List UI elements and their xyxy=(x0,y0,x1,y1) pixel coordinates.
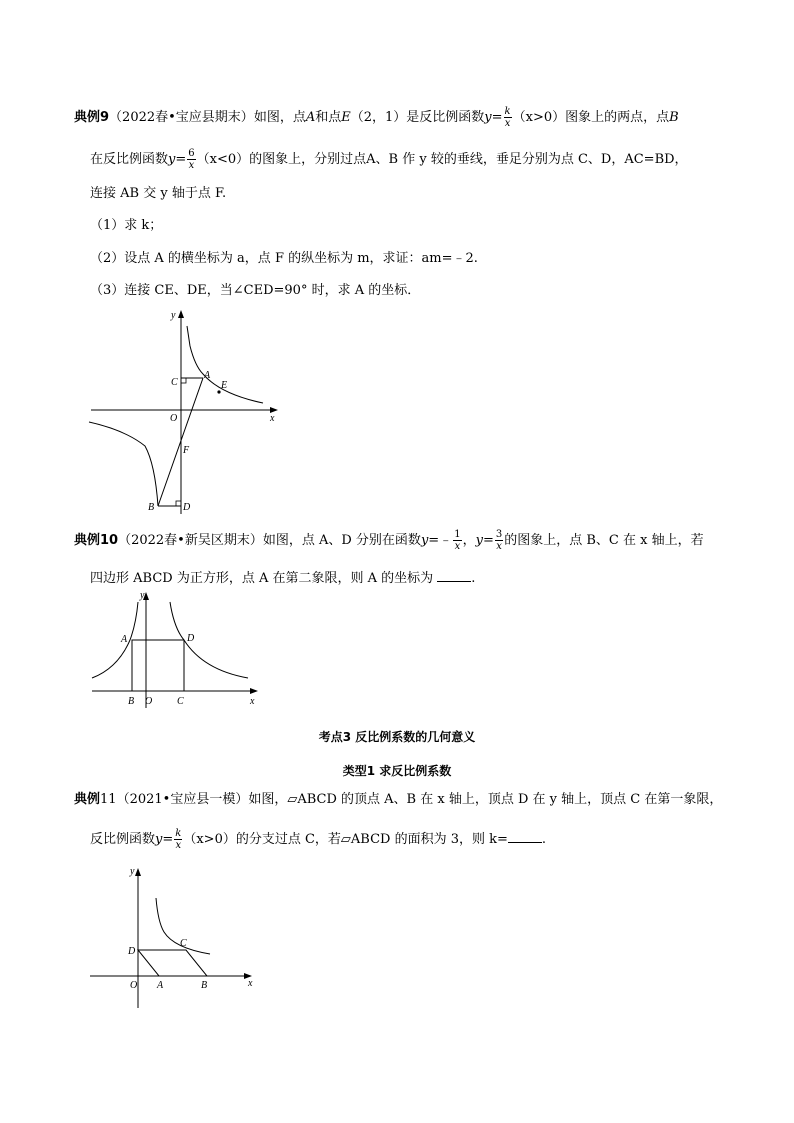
point-b-label: B xyxy=(148,502,155,513)
y-axis-label: y xyxy=(130,866,135,877)
point-d-label: D xyxy=(187,633,195,644)
example-11-figure xyxy=(86,862,266,1012)
example-11-line-1: 典例11（2021•宝应县一模）如图，▱ABCD 的顶点 A、B 在 x 轴上，顶点 D 在 y 轴上，顶点 C 在第一象限， xyxy=(74,792,723,807)
x-axis-label: x xyxy=(248,978,253,989)
example-10-figure xyxy=(88,588,268,712)
example-9-question-2: （2）设点 A 的横坐标为 a，点 F 的纵坐标为 m，求证：am=﹣2. xyxy=(90,251,478,266)
example-10-line-2: 四边形 ABCD 为正方形，点 A 在第二象限，则 A 的坐标为 . xyxy=(90,571,476,586)
example-9-line-2: 在反比例函数y= $\frac{6}{x}$ （x<0）的图象上，分别过点A、B 作 y 较的垂线，垂足分别为点 C、D，AC=BD， xyxy=(90,148,688,171)
example-10-label: 典例10 xyxy=(74,533,119,548)
origin-label: O xyxy=(170,413,178,424)
example-9-line-1: 典例9（2022春•宝应县期末）如图，点A和点E（2，1）是反比例函数y= $\frac{k}{x}$ （x>0）图象上的两点，点B xyxy=(74,106,679,129)
point-d-label: D xyxy=(183,502,191,513)
point-e-label: E xyxy=(221,380,228,391)
point-a-label: A xyxy=(204,370,211,381)
fraction-3-over-x: $\frac{3}{x}$ xyxy=(495,529,503,552)
answer-blank[interactable] xyxy=(508,830,542,843)
example-11-line-2: 反比例函数y= $\frac{k}{x}$ （x>0）的分支过点 C，若▱ABCD 的面积为 3，则 k= . xyxy=(90,828,547,851)
fraction-k-over-x: $\frac{k}{x}$ xyxy=(175,828,182,851)
x-axis-label: x xyxy=(250,696,255,707)
point-c-label: C xyxy=(180,938,187,949)
example-9-line-3: 连接 AB 交 y 轴于点 F. xyxy=(90,186,227,201)
point-c-label: C xyxy=(171,377,178,388)
example-9-label: 典例9 xyxy=(74,110,110,125)
example-10-line-1: 典例10（2022春•新吴区期末）如图，点 A、D 分别在函数y=﹣ $\frac{1}{x}$ ，y= $\frac{3}{x}$ 的图象上，点 B、C 在 x 轴上，若 xyxy=(74,529,704,552)
point-b-label: B xyxy=(201,980,208,991)
example-9-question-3: （3）连接 CE、DE，当∠CED=90° 时，求 A 的坐标． xyxy=(90,283,421,298)
point-b-label: B xyxy=(128,696,135,707)
y-axis-label: y xyxy=(171,310,176,321)
section-heading-kaodian: 考点3 反比例系数的几何意义 xyxy=(318,730,476,744)
x-axis-label: x xyxy=(270,413,275,424)
point-f-label: F xyxy=(183,445,190,456)
example-9-figure xyxy=(85,306,285,518)
point-a-label: A xyxy=(157,980,164,991)
fraction-k-over-x: $\frac{k}{x}$ xyxy=(504,106,511,129)
fraction-1-over-x: $\frac{1}{x}$ xyxy=(454,529,461,552)
example-9-source: （2022春•宝应县期末） xyxy=(109,110,254,125)
point-d-label: D xyxy=(128,946,136,957)
fraction-6-over-x: $\frac{6}{x}$ xyxy=(188,148,195,171)
answer-blank[interactable] xyxy=(437,569,471,582)
origin-label: O xyxy=(130,980,138,991)
point-a-label: A xyxy=(121,634,128,645)
origin-label: O xyxy=(145,696,153,707)
example-9-question-1: （1）求 k； xyxy=(90,218,163,233)
point-c-label: C xyxy=(177,696,184,707)
example-11-label: 典例 xyxy=(74,792,101,807)
section-heading-leixing: 类型1 求反比例系数 xyxy=(342,764,452,778)
y-axis-label: y xyxy=(140,590,145,601)
